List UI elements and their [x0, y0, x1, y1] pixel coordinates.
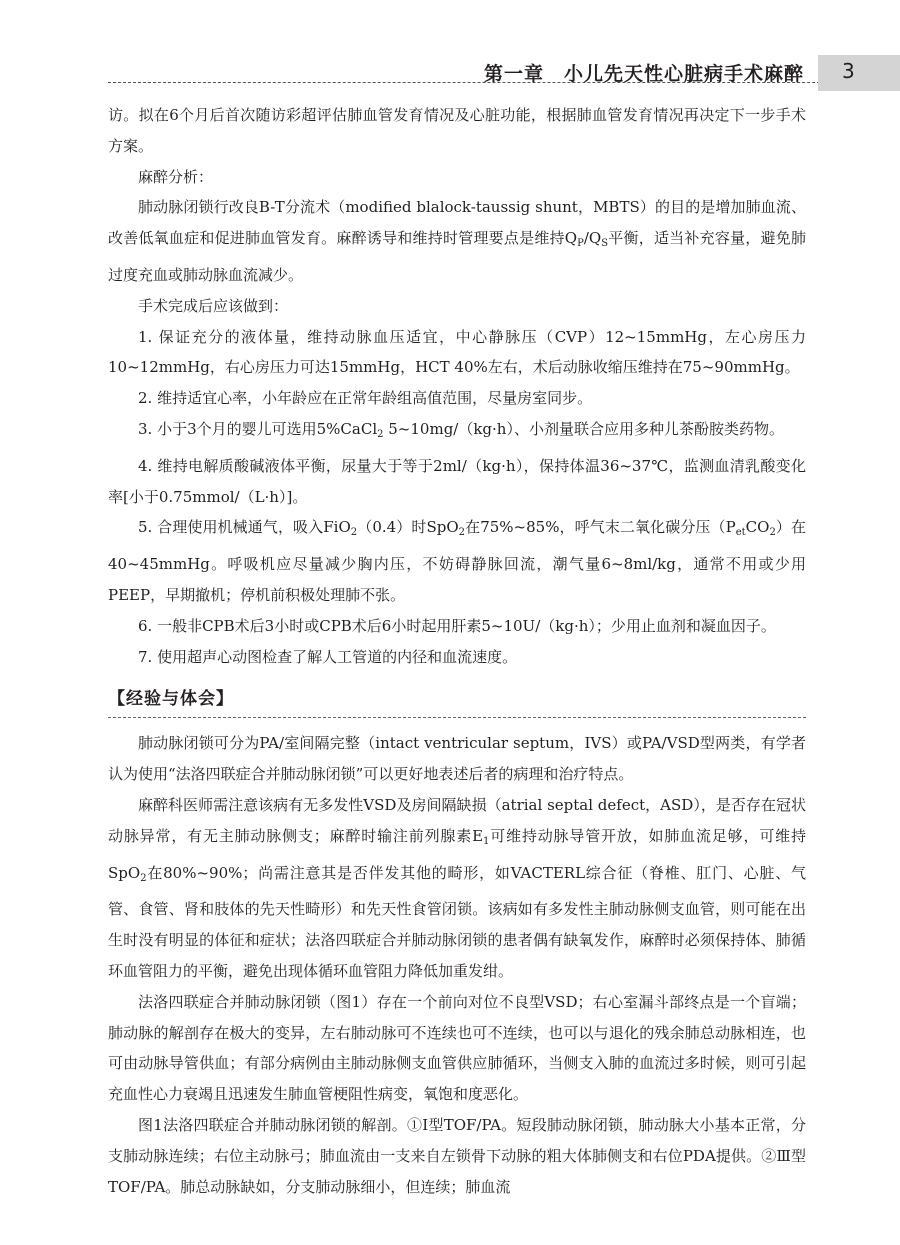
- chapter-title: 第一章 小儿先天性心脏病手术麻醉: [483, 63, 804, 85]
- section-heading: [108, 684, 806, 718]
- subscript: 2: [377, 428, 384, 440]
- text-run: 肺动脉闭锁行改良B-T分流术（modified blalock-taussig shunt，MBTS）的目的是增加肺血流、改善低氧血症和促进肺血管发育。麻醉诱导和维持时管理要点是维持Q: [108, 198, 806, 248]
- paragraph: 手术完成后应该做到：: [138, 296, 289, 315]
- section-title: 【经验与体会】: [108, 689, 234, 710]
- text-run: 在75%~85%，呼气末二氧化碳分压（P: [465, 518, 736, 537]
- text-run: 平衡，适当补充容量，避免肺过度充血或肺动脉血流减少。: [108, 229, 806, 284]
- text-run: /Q: [583, 229, 602, 248]
- page-body: [108, 100, 806, 1202]
- subscript: 2: [458, 527, 466, 539]
- subscript: 2: [769, 527, 776, 539]
- paragraph: 6. 一般非CPB术后3小时或CPB术后6小时起用肝素5~10U/（kg·h）；少用止血剂和凝血因子。: [138, 616, 776, 635]
- text-run: （0.4）时SpO: [357, 518, 459, 537]
- subscript: 2: [350, 527, 358, 539]
- section-dashed-rule: [108, 717, 806, 718]
- subscript: S: [601, 238, 609, 250]
- paragraph: 4. 维持电解质酸碱液体平衡，尿量大于等于2ml/（kg·h），保持体温36~37℃，监测血清乳酸变化率[小于0.75mmol/（L·h）]。: [108, 456, 806, 506]
- page-number-tab: [818, 55, 900, 91]
- text-run: CO: [745, 518, 770, 537]
- paragraph: 麻醉分析：: [138, 167, 214, 186]
- paragraph: [108, 512, 806, 610]
- subscript: 1: [483, 835, 490, 847]
- subscript: et: [735, 527, 746, 539]
- paragraph: 7. 使用超声心动图检查了解人工管道的内径和血流速度。: [138, 647, 518, 666]
- running-header: [108, 55, 900, 91]
- paragraph: [108, 414, 806, 451]
- text-run: ）在40~45mmHg。呼吸机应尽量减少胸内压，不妨碍静脉回流，潮气量6~8ml/kg，通常不用或少用PEEP，早期撤机；停机前积极处理肺不张。: [108, 518, 807, 604]
- subscript: P: [577, 238, 584, 250]
- text-run: 可维持动脉导管开放，如肺血流足够，可维持SpO: [108, 826, 806, 882]
- paragraph: [108, 790, 806, 987]
- paragraph: 1. 保证充分的液体量，维持动脉血压适宜，中心静脉压（CVP）12~15mmHg，左心房压力10~12mmHg，右心房压力可达15mmHg，HCT 40%左右，术后动脉收缩压维持在75~90mmHg。: [108, 327, 806, 377]
- text-run: 3. 小于3个月的婴儿可选用5%CaCl: [138, 419, 378, 438]
- paragraph: 2. 维持适宜心率，小年龄应在正常年龄组高值范围，尽量房室同步。: [138, 389, 593, 408]
- text-run: 5~10mg/（kg·h）、小剂量联合应用多种儿茶酚胺类药物。: [383, 419, 784, 438]
- paragraph: 访。拟在6个月后首次随访彩超评估肺血管发育情况及心脏功能，根据肺血管发育情况再决定下一步手术方案。: [108, 106, 806, 155]
- text-run: 在80%~90%；尚需注意其是否伴发其他的畸形，如VACTERL综合征（脊椎、肛门、心脏、气管、食管、肾和肢体的先天性畸形）和先天性食管闭锁。该病如有多发性主肺动脉侧支血管，则可能在出生时没有明显的体征和症状；法洛四联症合并肺动脉闭锁的患者偶有缺氧发作，麻醉时必须保持体、肺循环血管阻力的平衡，避免出现体循环血管阻力降低加重发绀。: [108, 863, 806, 980]
- paragraph: 肺动脉闭锁可分为PA/室间隔完整（intact ventricular septum，IVS）或PA/VSD型两类，有学者认为使用“法洛四联症合并肺动脉闭锁”可以更好地表述后者的病理和治疗特点。: [108, 734, 806, 784]
- paragraph: 法洛四联症合并肺动脉闭锁（图1）存在一个前向对位不良型VSD；右心室漏斗部终点是一个盲端；肺动脉的解剖存在极大的变异，左右肺动脉可不连续也可不连续，也可以与退化的残余肺总动脉相连，也可由动脉导管供血；有部分病例由主肺动脉侧支血管供应肺循环，当侧支入肺的血流过多时候，则可引起充血性心力衰竭且迅速发生肺血管梗阻性病变，氧饱和度恶化。: [108, 992, 806, 1104]
- paragraph: 图1法洛四联症合并肺动脉闭锁的解剖。①Ⅰ型TOF/PA。短段肺动脉闭锁，肺动脉大小基本正常，分支肺动脉连续；右位主动脉弓；肺血流由一支来自左锁骨下动脉的粗大体肺侧支和右位PDA提供。②Ⅲ型TOF/PA。肺总动脉缺如，分支肺动脉细小，但连续；肺血流: [108, 1115, 806, 1196]
- page-number: 3: [842, 59, 855, 83]
- paragraph: [108, 192, 806, 290]
- text-run: 5. 合理使用机械通气，吸入FiO: [138, 518, 351, 537]
- subscript: 2: [140, 872, 147, 884]
- text-run: 麻醉科医师需注意该病有无多发性VSD及房间隔缺损（atrial septal defect，ASD），是否存在冠状动脉异常，有无主肺动脉侧支；麻醉时输注前列腺素E: [108, 795, 806, 845]
